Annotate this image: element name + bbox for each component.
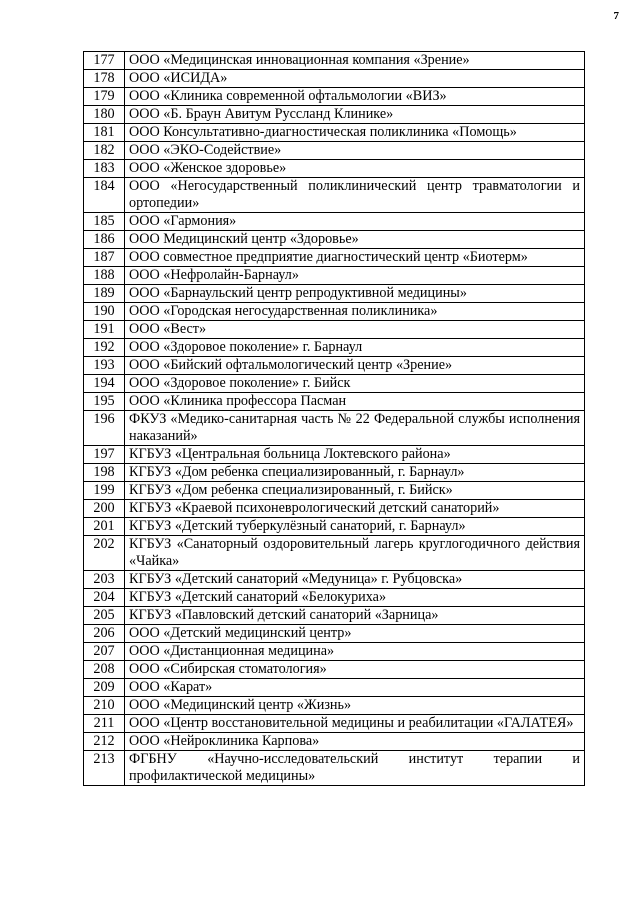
- row-number: 206: [84, 625, 125, 643]
- organization-name: ООО «Клиника современной офтальмологии «ВИЗ»: [125, 88, 585, 106]
- row-number: 203: [84, 571, 125, 589]
- organization-name: ООО «Городская негосударственная поликлиника»: [125, 303, 585, 321]
- table-row: [84, 500, 585, 518]
- organization-name: КГБУЗ «Центральная больница Локтевского района»: [125, 446, 585, 464]
- table-row: [84, 482, 585, 500]
- organization-name: ООО «Здоровое поколение» г. Бийск: [125, 375, 585, 393]
- table-row: [84, 267, 585, 285]
- table-row: [84, 160, 585, 178]
- row-number: 209: [84, 679, 125, 697]
- table-row: [84, 679, 585, 697]
- table-row: [84, 643, 585, 661]
- table-row: [84, 213, 585, 231]
- table-row: [84, 142, 585, 160]
- table-row: [84, 375, 585, 393]
- table-row: [84, 303, 585, 321]
- table-row: [84, 106, 585, 124]
- row-number: 184: [84, 178, 125, 213]
- organization-name: ООО Медицинский центр «Здоровье»: [125, 231, 585, 249]
- table-row: [84, 70, 585, 88]
- table-row: [84, 751, 585, 786]
- organization-name: КГБУЗ «Дом ребенка специализированный, г. Бийск»: [125, 482, 585, 500]
- row-number: 182: [84, 142, 125, 160]
- table-row: [84, 464, 585, 482]
- organization-name: ООО «Барнаульский центр репродуктивной медицины»: [125, 285, 585, 303]
- organization-name: ООО «Центр восстановительной медицины и реабилитации «ГАЛАТЕЯ»: [125, 715, 585, 733]
- row-number: 210: [84, 697, 125, 715]
- table-row: [84, 589, 585, 607]
- row-number: 212: [84, 733, 125, 751]
- organization-name: ООО «ЭКО-Содействие»: [125, 142, 585, 160]
- organization-name: КГБУЗ «Детский санаторий «Белокуриха»: [125, 589, 585, 607]
- organization-name: ООО «Дистанционная медицина»: [125, 643, 585, 661]
- row-number: 199: [84, 482, 125, 500]
- organization-name: ООО «Сибирская стоматология»: [125, 661, 585, 679]
- table-row: [84, 231, 585, 249]
- organization-name: КГБУЗ «Детский туберкулёзный санаторий, г. Барнаул»: [125, 518, 585, 536]
- organization-name: ООО «Карат»: [125, 679, 585, 697]
- row-number: 187: [84, 249, 125, 267]
- row-number: 202: [84, 536, 125, 571]
- organization-name: ООО «Бийский офтальмологический центр «Зрение»: [125, 357, 585, 375]
- organization-name: ФКУЗ «Медико-санитарная часть № 22 Федеральной службы исполнения наказаний»: [125, 411, 585, 446]
- table-row: [84, 715, 585, 733]
- organization-name: КГБУЗ «Санаторный оздоровительный лагерь круглогодичного действия «Чайка»: [125, 536, 585, 571]
- table-row: [84, 446, 585, 464]
- organization-name: ООО «Детский медицинский центр»: [125, 625, 585, 643]
- table-row: [84, 625, 585, 643]
- table-row: [84, 249, 585, 267]
- organizations-table: [83, 51, 585, 786]
- row-number: 193: [84, 357, 125, 375]
- organization-name: ООО «Вест»: [125, 321, 585, 339]
- table-row: [84, 411, 585, 446]
- organization-name: ООО «Медицинский центр «Жизнь»: [125, 697, 585, 715]
- row-number: 180: [84, 106, 125, 124]
- row-number: 189: [84, 285, 125, 303]
- organization-name: ООО «Гармония»: [125, 213, 585, 231]
- table-row: [84, 661, 585, 679]
- table-row: [84, 393, 585, 411]
- row-number: 190: [84, 303, 125, 321]
- row-number: 194: [84, 375, 125, 393]
- organizations-table-body: [84, 52, 585, 786]
- row-number: 195: [84, 393, 125, 411]
- row-number: 178: [84, 70, 125, 88]
- table-row: [84, 52, 585, 70]
- row-number: 213: [84, 751, 125, 786]
- organization-name: ООО «Здоровое поколение» г. Барнаул: [125, 339, 585, 357]
- table-row: [84, 571, 585, 589]
- row-number: 192: [84, 339, 125, 357]
- table-row: [84, 339, 585, 357]
- organization-name: ООО «Негосударственный поликлинический центр травматологии и ортопедии»: [125, 178, 585, 213]
- organization-name: ООО «Медицинская инновационная компания «Зрение»: [125, 52, 585, 70]
- row-number: 204: [84, 589, 125, 607]
- row-number: 185: [84, 213, 125, 231]
- organization-name: ФГБНУ «Научно-исследовательский институт терапии и профилактической медицины»: [125, 751, 585, 786]
- table-row: [84, 607, 585, 625]
- organization-name: ООО «Нефролайн-Барнаул»: [125, 267, 585, 285]
- row-number: 196: [84, 411, 125, 446]
- table-row: [84, 733, 585, 751]
- row-number: 197: [84, 446, 125, 464]
- organization-name: ООО «Нейроклиника Карпова»: [125, 733, 585, 751]
- table-row: [84, 321, 585, 339]
- organization-name: ООО «Б. Браун Авитум Руссланд Клинике»: [125, 106, 585, 124]
- organization-name: ООО «Женское здоровье»: [125, 160, 585, 178]
- row-number: 179: [84, 88, 125, 106]
- row-number: 205: [84, 607, 125, 625]
- organization-name: КГБУЗ «Детский санаторий «Медуница» г. Рубцовска»: [125, 571, 585, 589]
- row-number: 188: [84, 267, 125, 285]
- table-row: [84, 357, 585, 375]
- organization-name: КГБУЗ «Краевой психоневрологический детский санаторий»: [125, 500, 585, 518]
- row-number: 183: [84, 160, 125, 178]
- row-number: 208: [84, 661, 125, 679]
- row-number: 211: [84, 715, 125, 733]
- table-row: [84, 285, 585, 303]
- table-row: [84, 88, 585, 106]
- organization-name: КГБУЗ «Дом ребенка специализированный, г. Барнаул»: [125, 464, 585, 482]
- row-number: 177: [84, 52, 125, 70]
- table-row: [84, 178, 585, 213]
- organization-name: КГБУЗ «Павловский детский санаторий «Зарница»: [125, 607, 585, 625]
- row-number: 198: [84, 464, 125, 482]
- row-number: 207: [84, 643, 125, 661]
- row-number: 201: [84, 518, 125, 536]
- page-number: 7: [613, 10, 619, 22]
- row-number: 186: [84, 231, 125, 249]
- organization-name: ООО Консультативно-диагностическая поликлиника «Помощь»: [125, 124, 585, 142]
- row-number: 200: [84, 500, 125, 518]
- table-row: [84, 518, 585, 536]
- table-row: [84, 697, 585, 715]
- organization-name: ООО совместное предприятие диагностический центр «Биотерм»: [125, 249, 585, 267]
- row-number: 191: [84, 321, 125, 339]
- organization-name: ООО «ИСИДА»: [125, 70, 585, 88]
- table-row: [84, 124, 585, 142]
- row-number: 181: [84, 124, 125, 142]
- table-row: [84, 536, 585, 571]
- organization-name: ООО «Клиника профессора Пасман: [125, 393, 585, 411]
